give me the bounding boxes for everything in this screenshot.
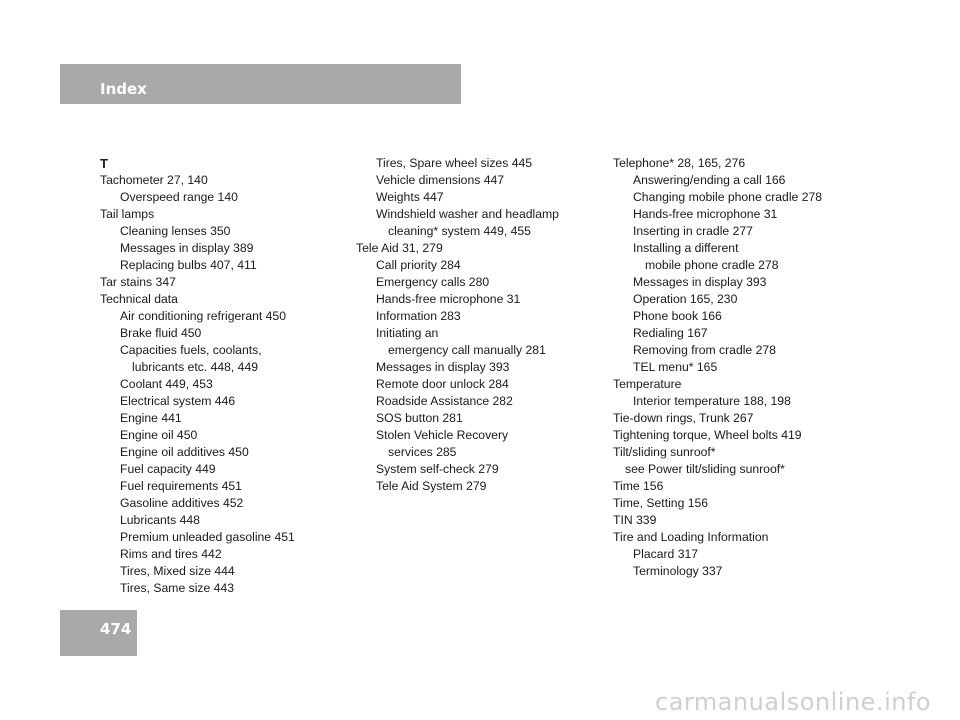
index-entry: Engine oil additives 450 — [120, 445, 249, 459]
index-entry: System self-check 279 — [376, 462, 499, 476]
index-entry: Tie-down rings, Trunk 267 — [613, 411, 754, 425]
index-entry: Terminology 337 — [633, 564, 723, 578]
index-entry: Emergency calls 280 — [376, 275, 490, 289]
index-entry: Hands-free microphone 31 — [633, 207, 778, 221]
index-entry: Gasoline additives 452 — [120, 496, 244, 510]
index-column-2 — [356, 155, 559, 495]
index-entry: Remote door unlock 284 — [376, 377, 509, 391]
index-entry: Electrical system 446 — [120, 394, 236, 408]
index-entry: Tilt/sliding sunroof* — [613, 445, 716, 459]
index-entry: Redialing 167 — [633, 326, 708, 340]
index-entry: Rims and tires 442 — [120, 547, 222, 561]
index-entry: Placard 317 — [633, 547, 699, 561]
index-entry: Tachometer 27, 140 — [100, 173, 208, 187]
index-entry: Answering/ending a call 166 — [633, 173, 786, 187]
index-entry: Telephone* 28, 165, 276 — [613, 156, 746, 170]
index-entry: Time, Setting 156 — [613, 496, 709, 510]
index-entry: cleaning* system 449, 455 — [388, 224, 531, 238]
index-entry: Hands-free microphone 31 — [376, 292, 521, 306]
index-entry: Roadside Assistance 282 — [376, 394, 513, 408]
index-entry: Tele Aid System 279 — [376, 479, 487, 493]
index-entry: Removing from cradle 278 — [633, 343, 776, 357]
index-entry: Brake fluid 450 — [120, 326, 202, 340]
index-entry: Air conditioning refrigerant 450 — [120, 309, 286, 323]
index-entry: Tires, Spare wheel sizes 445 — [376, 156, 533, 170]
index-entry: Premium unleaded gasoline 451 — [120, 530, 295, 544]
index-entry: Interior temperature 188, 198 — [633, 394, 791, 408]
index-entry: Installing a different — [633, 241, 739, 255]
index-entry: emergency call manually 281 — [388, 343, 546, 357]
index-entry: Tires, Mixed size 444 — [120, 564, 235, 578]
index-section-letter: T — [100, 156, 108, 171]
index-entry: Engine oil 450 — [120, 428, 198, 442]
index-entry: Temperature — [613, 377, 682, 391]
index-entry: mobile phone cradle 278 — [645, 258, 779, 272]
index-entry: Messages in display 389 — [120, 241, 254, 255]
index-entry: Overspeed range 140 — [120, 190, 238, 204]
index-entry: Call priority 284 — [376, 258, 461, 272]
index-entry: Initiating an — [376, 326, 439, 340]
index-entry: Technical data — [100, 292, 178, 306]
page-number: 474 — [100, 620, 132, 638]
index-entry: Messages in display 393 — [633, 275, 767, 289]
page-title: Index — [100, 80, 147, 98]
index-entry: Capacities fuels, coolants, — [120, 343, 262, 357]
index-entry: Replacing bulbs 407, 411 — [120, 258, 257, 272]
index-entry: Weights 447 — [376, 190, 444, 204]
index-entry: Information 283 — [376, 309, 461, 323]
index-entry: Fuel capacity 449 — [120, 462, 216, 476]
index-entry: SOS button 281 — [376, 411, 463, 425]
index-entry: Tires, Same size 443 — [120, 581, 235, 595]
index-entry: Lubricants 448 — [120, 513, 200, 527]
index-entry: Tightening torque, Wheel bolts 419 — [613, 428, 802, 442]
index-entry: Cleaning lenses 350 — [120, 224, 231, 238]
index-entry: lubricants etc. 448, 449 — [132, 360, 259, 374]
index-entry: Phone book 166 — [633, 309, 722, 323]
index-entry: Tar stains 347 — [100, 275, 176, 289]
index-entry: Engine 441 — [120, 411, 182, 425]
index-entry: Tele Aid 31, 279 — [356, 241, 443, 255]
index-column-3 — [613, 155, 822, 580]
index-entry: Messages in display 393 — [376, 360, 510, 374]
index-entry: services 285 — [388, 445, 457, 459]
index-entry: see Power tilt/sliding sunroof* — [625, 462, 785, 476]
index-entry: Windshield washer and headlamp — [376, 207, 559, 221]
index-entry: Fuel requirements 451 — [120, 479, 242, 493]
watermark: carmanualsonline.info — [655, 688, 932, 716]
index-entry: Vehicle dimensions 447 — [376, 173, 505, 187]
index-entry: Inserting in cradle 277 — [633, 224, 753, 238]
index-entry: Changing mobile phone cradle 278 — [633, 190, 823, 204]
index-entry: TIN 339 — [613, 513, 657, 527]
index-entry: Tire and Loading Information — [613, 530, 769, 544]
index-entry: Coolant 449, 453 — [120, 377, 213, 391]
index-entry: TEL menu* 165 — [633, 360, 718, 374]
index-entry: Tail lamps — [100, 207, 155, 221]
index-entry: Time 156 — [613, 479, 664, 493]
index-entry: Stolen Vehicle Recovery — [376, 428, 509, 442]
index-entry: Operation 165, 230 — [633, 292, 738, 306]
index-column-1 — [100, 155, 295, 597]
